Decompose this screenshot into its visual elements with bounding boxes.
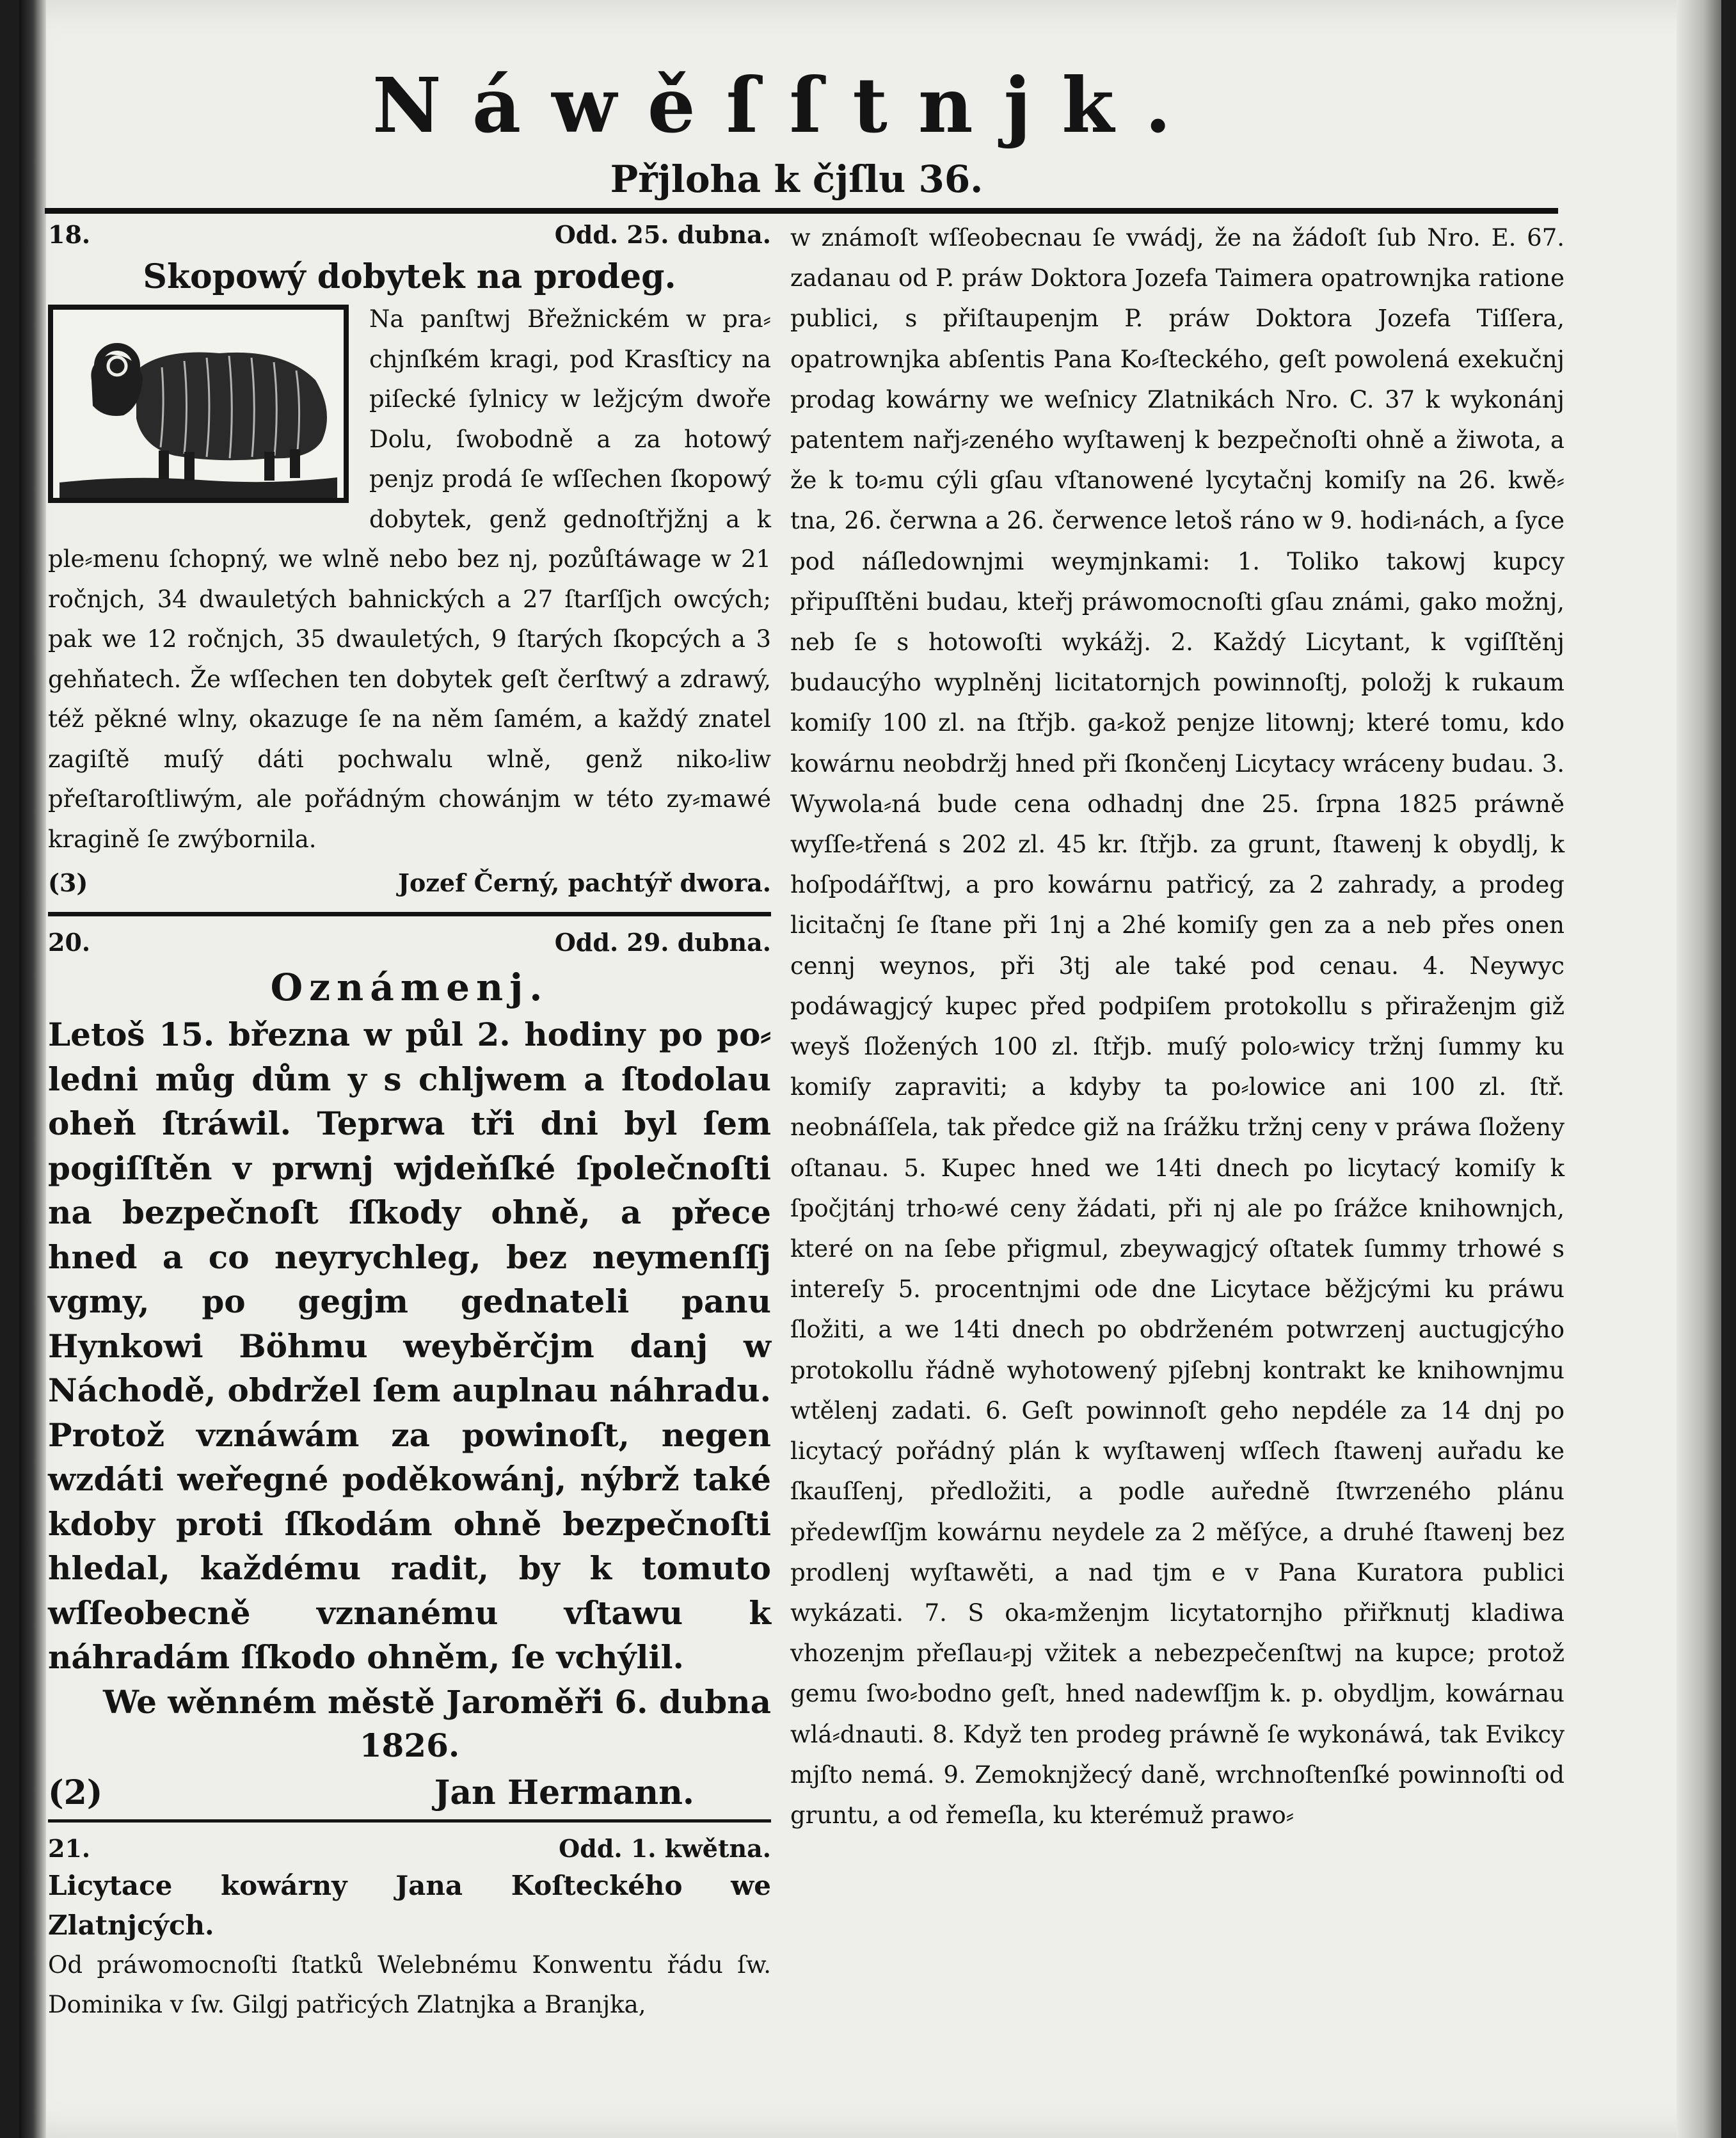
advert-mark: (2) [48,1773,103,1812]
section-divider [48,1819,771,1823]
advert-title: Licytace kowárny Jana Koſteckého we Zlatnjcých. [48,1869,771,1941]
advert-number: 21. [48,1833,91,1863]
advert-text: Od práwomocnoſti ſtatků Welebnému Konwentu řádu ſw. Dominika v ſw. Gilgj patřicých Zlatnjka a Branjka, [48,1951,771,2018]
advert-title: Oznámenj. [270,966,549,1009]
page-edge-shadow [1676,0,1721,2138]
advert-year: 1826. [359,1726,460,1764]
advert-text: Na panſtwj Břežnickém w pra⸗chjnſkém kragi, pod Krasſticy na piſecké ſylnicy w ležjcým dwoře Dolu, ſwobodně a za hotowý penjz prodá ſe wſſechen ſkopowý dobytek, genž gednoſtřjžnj a k ple⸗menu ſchopný, we wlně nebo bez nj, pozůſtáwage w 21 ročnjch, 34 dwauletých bahnických a 27 ſtarſſjch owcých; pak we 12 ročnjch, 35 dwauletých, 9 ſtarých ſkopcých a 3 gehňatech. Že wſſechen ten dobytek geſt čerſtwý a zdrawý, též pěkné wlny, okazuge ſe na něm ſamém, a každý znatel zagiſtě muſý dáti pochwalu wlně, genž niko⸗liw přeſtaroſtliwým, ale pořádným chowánjm w této zy⸗mawé kragině ſe zwýbornila. [48,305,771,853]
advert-21-continuation: w známoſt wſſeobecnau ſe vwádj, že na žádoſt ſub Nro. E. 67. zadanau od P. práw Doktora Jozefa Taimera opatrownjka ratione publici, s přiſtaupenjm P. práw Doktora Jozefa Tiſſera, opatrownjka abſentis Pana Ko⸗ſteckého, geſt powolená exekučnj prodag kowárny we weſnicy Zlatnikách Nro. C. 37 k wykonánj patentem nařj⸗zeného wyſtawenj k bezpečnoſti ohně a žiwota, a že k to⸗mu cýli gſau vſtanowené lycytačnj komiſy na 26. kwě⸗tna, 26. čerwna a 26. čerwence letoš ráno w 9. hodi⸗nách, a ſyce pod náſledownjmi weymjnkami: 1. Toliko takowj kupcy připuſſtěni budau, kteřj práwomocnoſti gſau známi, gako možnj, neb ſe s hotowoſti wykážj. 2. Každý Licytant, k vgiſſtěnj budaucýho wyplněnj licitatornjch powinnoſtj, položj k rukaum komiſy 100 zl. na ſtřjb. ga⸗kož penjze litownj; které tomu, kdo kowárnu neobdržj hned při ſkončenj Licytacy wráceny budau. 3. Wywola⸗ná bude cena odhadnj dne 25. ſrpna 1825 práwně wyſſe⸗třená s 202 zl. 45 kr. ſtřjb. za grunt, ſtawenj k obydlj, k hoſpodářſtwj, a pro kowárnu patřicý, za 2 zahrady, a prodeg licitačnj ſe ſtane při 1nj a 2hé komiſy gen za a neb přes onen cennj weynos, při 3tj ale také pod cenau. 4. Neywyc podáwagjcý kupec před podpiſem protokollu s přiraženjm giž weyš ſložených 100 zl. ſtřjb. muſý polo⸗wicy tržnj ſummy ku komiſy zapraviti; a kdyby ta po⸗lowice ani 100 zl. ſtř. neobnáſſela, tak předce giž na ſrážku tržnj ceny v práwa ſloženy oſtanau. 5. Kupec hned we 14ti dnech po licytacý komiſy k ſpočjtánj trho⸗wé ceny žádati, při nj ale po ſrážce knihownjch, které on na ſebe přigmul, zbeywagjcý oſtatek ſummy trhowé s intereſy 5. procentnjmi ode dne Licytace běžjcými ku práwu ſložiti, a we 14ti dnech po obdrženém potwrzenj auctugjcýho protokollu řádně wyhotowený pjſebnj kontrakt ke knihownjmu wtělenj zadati. 6. Geſt powinnoſt geho nepdéle za 14 dnj po licytacý pořádný plán k wyſtawenj wſſech ſtawenj auřadu ke ſkauſſenj, předložiti, a podle auředně ſtwrzeného plánu předewſſjm kowárnu neydele za 2 měſýce, a druhé ſtawenj bez prodlenj wyſtawěti, a nad tjm e v Pana Kuratora publici wykázati. 7. S oka⸗mženjm licytatornjho přiřknutj kladiwa vhozenjm přeſlau⸗pj vžitek a nebezpečenſtwj na kupce; protož gemu ſwo⸗bodno geſt, hned nadewſſjm k. p. obydljm, kowárnau wlá⸗dnauti. 8. Když ten prodeg práwně ſe wykonáwá, tak Evikcy mjſto nemá. 9. Zemoknjžecý daně, wrchnoſtenſké powinnoſti od gruntu, a od řemeſla, ku kterémuž prawo⸗ [790,224,1565,1829]
advert-title: Skopowý dobytek na prodeg. [143,257,676,296]
advert-21 [48,1831,771,2025]
masthead-rule [45,208,1558,214]
advert-signature-row [48,1771,771,1815]
advert-number: 18. [48,220,91,249]
section-divider [48,912,771,916]
advert-header [48,1831,771,1866]
advert-mark: (3) [48,868,88,897]
masthead-title: Náwěſſtnjk. [372,61,1202,150]
right-column [790,218,1565,1835]
advert-18 [48,218,771,903]
advert-20 [48,925,771,1815]
masthead-subtitle: Přjloha k čjſlu 36. [610,157,983,201]
advert-number: 20. [48,928,91,957]
advert-text: Letoš 15. března w půl 2. hodiny po po⸗ledni můg dům y s chljwem a ſtodolau oheň ſtráwil. Teprwa tři dni byl ſem pogiſſtěn v prwnj wjdeňſké ſpolečnoſti na bezpečnoſt ſſkody ohně, a přece hned a co neyrychleg, bez neymenſſj vgmy, po gegjm gednateli panu Hynkowi Böhmu weyběrčjm danj w Náchodě, obdržel ſem auplnau náhradu. Protož vznáwám za powinoſt, negen wzdáti weřegné poděkowánj, nýbrž také kdoby proti ſſkodám ohně bezpečnoſti hledal, každému radit, by k tomuto wſſeobecně vznanému vſtawu k náhradám ſſkodo ohněm, ſe vchýlil. [48,1016,771,1676]
advert-date: Odd. 29. dubna. [554,928,771,957]
left-column [48,218,771,2025]
ram-woodcut [48,305,349,503]
newspaper-page [19,0,1721,2138]
ram-icon [53,310,344,498]
binding-spine [19,0,46,2138]
advert-header [48,925,771,960]
advert-signature: Jan Hermann. [434,1773,694,1812]
advert-place: We wěnném městě Jaroměři 6. dubna [103,1682,771,1721]
advert-header [48,218,771,252]
advert-signature: Jozef Černý, pachtýř dwora. [398,868,771,897]
advert-date: Odd. 25. dubna. [554,220,771,249]
advert-signature-row [48,863,771,903]
advert-date: Odd. 1. kwětna. [559,1833,771,1863]
